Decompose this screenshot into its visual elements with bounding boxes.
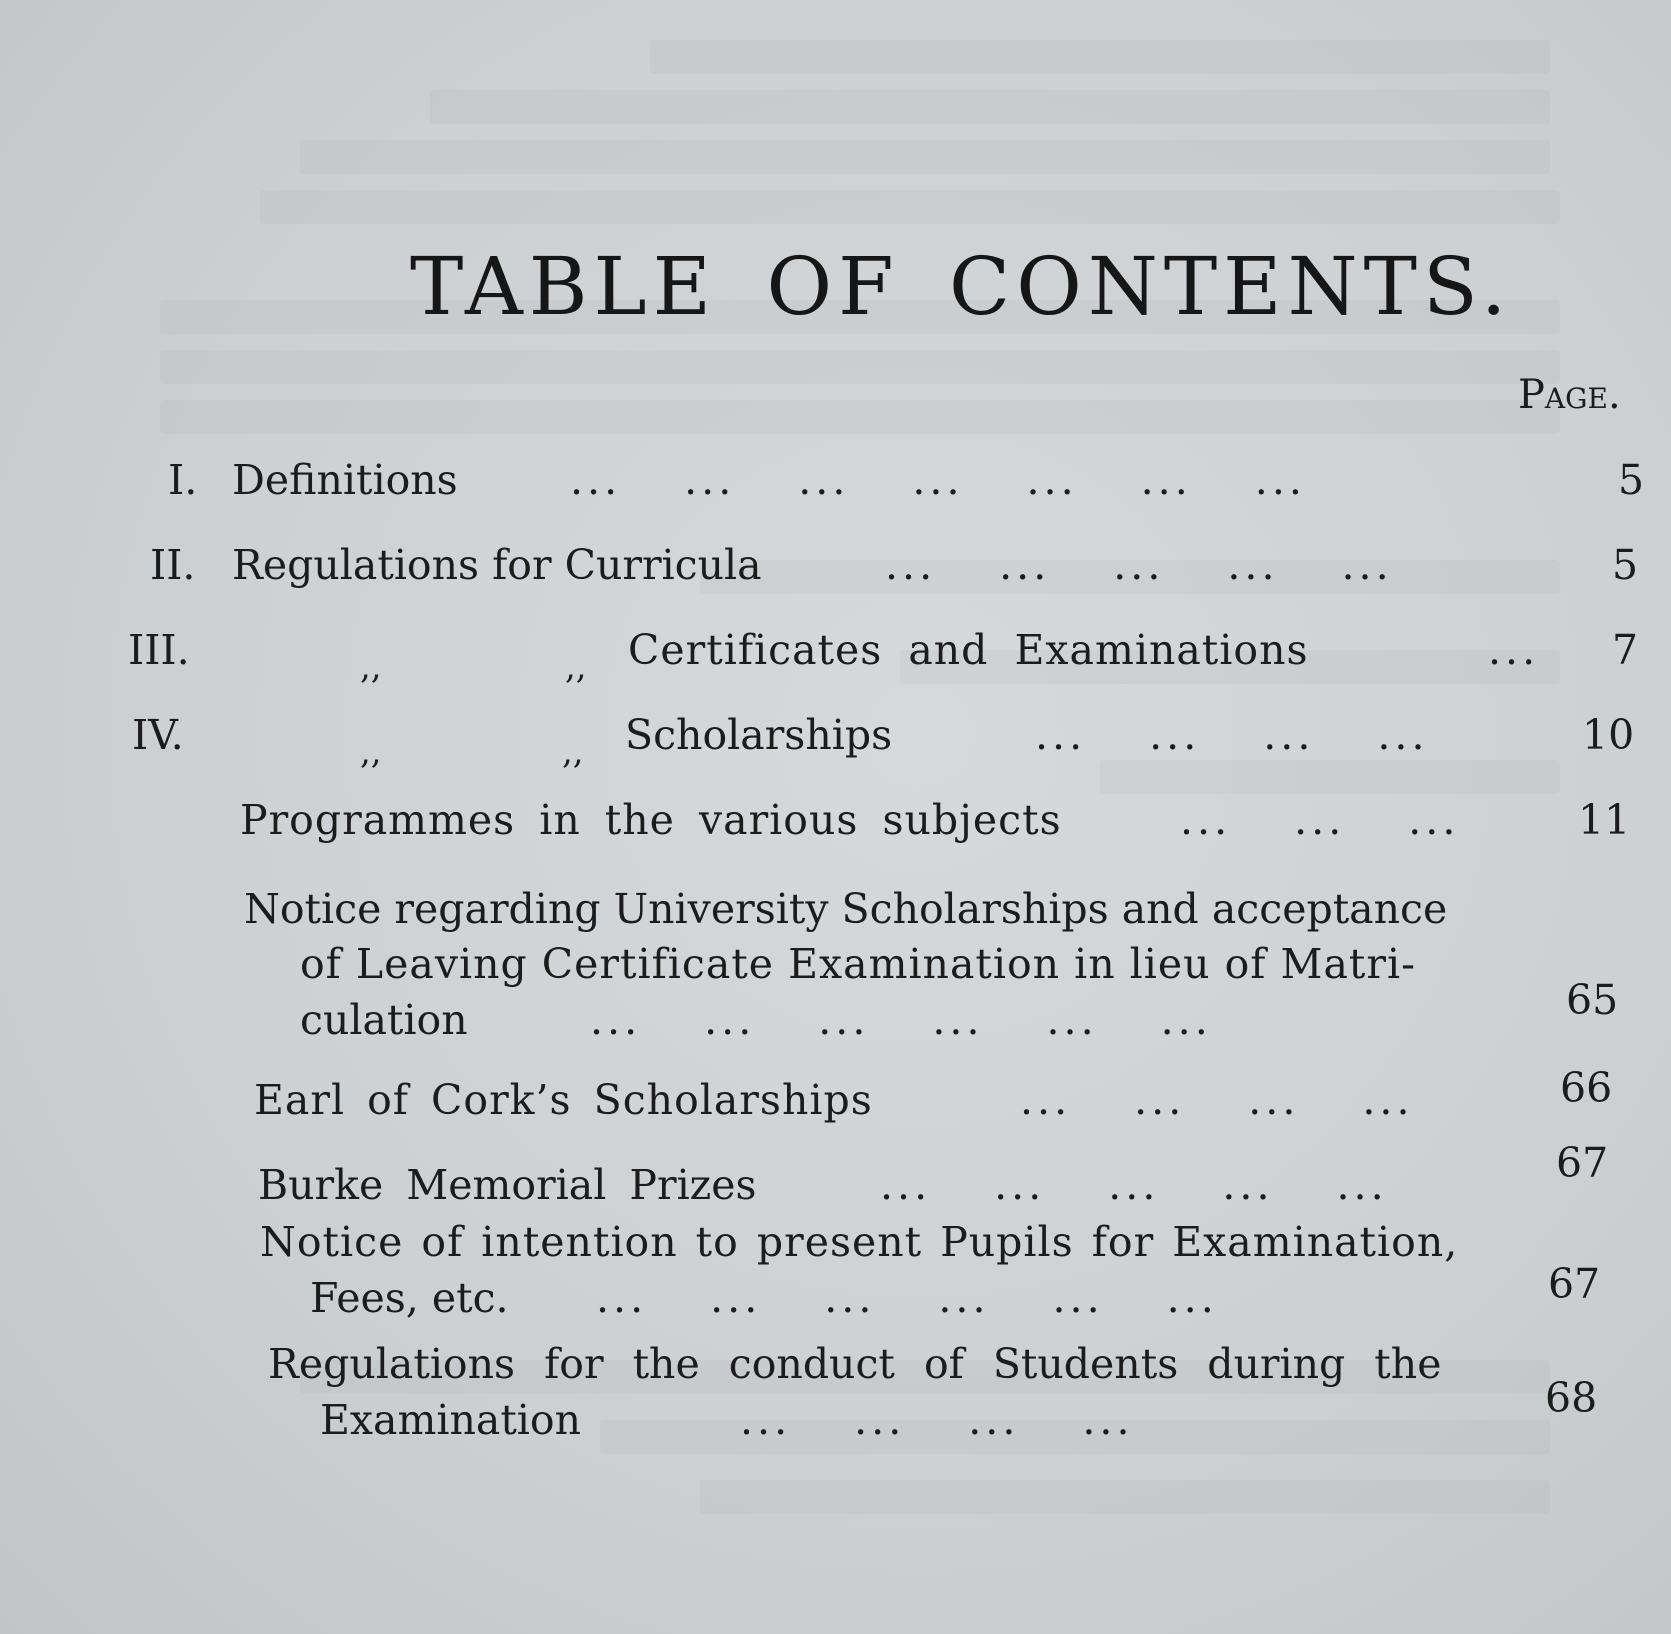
ditto-mark: ,, [360, 647, 382, 687]
page-title: TABLE OF CONTENTS. [410, 240, 1513, 333]
page-number: 66 [1560, 1064, 1613, 1112]
entry-number: II. [150, 541, 196, 589]
ditto-mark: ,, [360, 732, 382, 772]
entry-title: Examination [320, 1396, 582, 1444]
entry-title: Burke Memorial Prizes [258, 1161, 757, 1209]
dot-leader: ... ... ... ... ... [885, 541, 1393, 589]
toc-entry-notice-line-2: of Leaving Certificate Examination in lieu of Matri- [300, 940, 1416, 988]
entry-number: III. [128, 626, 190, 674]
page-number: 65 [1566, 976, 1619, 1024]
dot-leader: ... ... ... ... ... ... ... [570, 456, 1306, 504]
dot-leader: ... ... ... ... [1035, 711, 1429, 759]
entry-title: Certificates and Examinations [628, 626, 1309, 674]
page-column-label: Page. [1518, 372, 1621, 418]
page-number: 68 [1545, 1374, 1598, 1422]
dot-leader: ... ... ... ... ... ... [596, 1274, 1218, 1322]
ditto-mark: ,, [565, 647, 587, 687]
entry-title: Earl of Cork’s Scholarships [254, 1076, 873, 1124]
page-number: 67 [1556, 1139, 1609, 1187]
dot-leader: ... ... ... ... ... ... [590, 996, 1212, 1044]
dot-leader: ... ... ... ... ... [880, 1161, 1388, 1209]
page-number: 67 [1548, 1260, 1601, 1308]
entry-title: Definitions [232, 456, 458, 504]
dot-leader: ... ... ... ... [740, 1396, 1134, 1444]
ditto-mark: ,, [562, 732, 584, 772]
entry-title: Scholarships [625, 711, 893, 759]
dot-leader: ... ... ... ... [1020, 1076, 1414, 1124]
entry-title: Fees, etc. [310, 1274, 509, 1322]
entry-title: culation [300, 996, 468, 1044]
toc-entry-intention-line-1: Notice of intention to present Pupils for Examination, [260, 1218, 1459, 1266]
toc-entry-conduct-line-1: Regulations for the conduct of Students during the [268, 1340, 1442, 1388]
entry-title: Programmes in the various subjects [240, 796, 1062, 844]
entry-number: IV. [132, 711, 184, 759]
dot-leader: ... [1488, 626, 1540, 674]
page-number: 11 [1578, 796, 1631, 844]
page-number: 7 [1612, 626, 1639, 674]
page-number: 10 [1582, 711, 1635, 759]
entry-title: Regulations for Curricula [232, 541, 762, 589]
entry-number: I. [168, 456, 198, 504]
page-number: 5 [1612, 541, 1639, 589]
dot-leader: ... ... ... [1180, 796, 1460, 844]
page-number: 5 [1618, 456, 1645, 504]
toc-entry-notice-line-1: Notice regarding University Scholarships and acceptance [244, 885, 1448, 933]
